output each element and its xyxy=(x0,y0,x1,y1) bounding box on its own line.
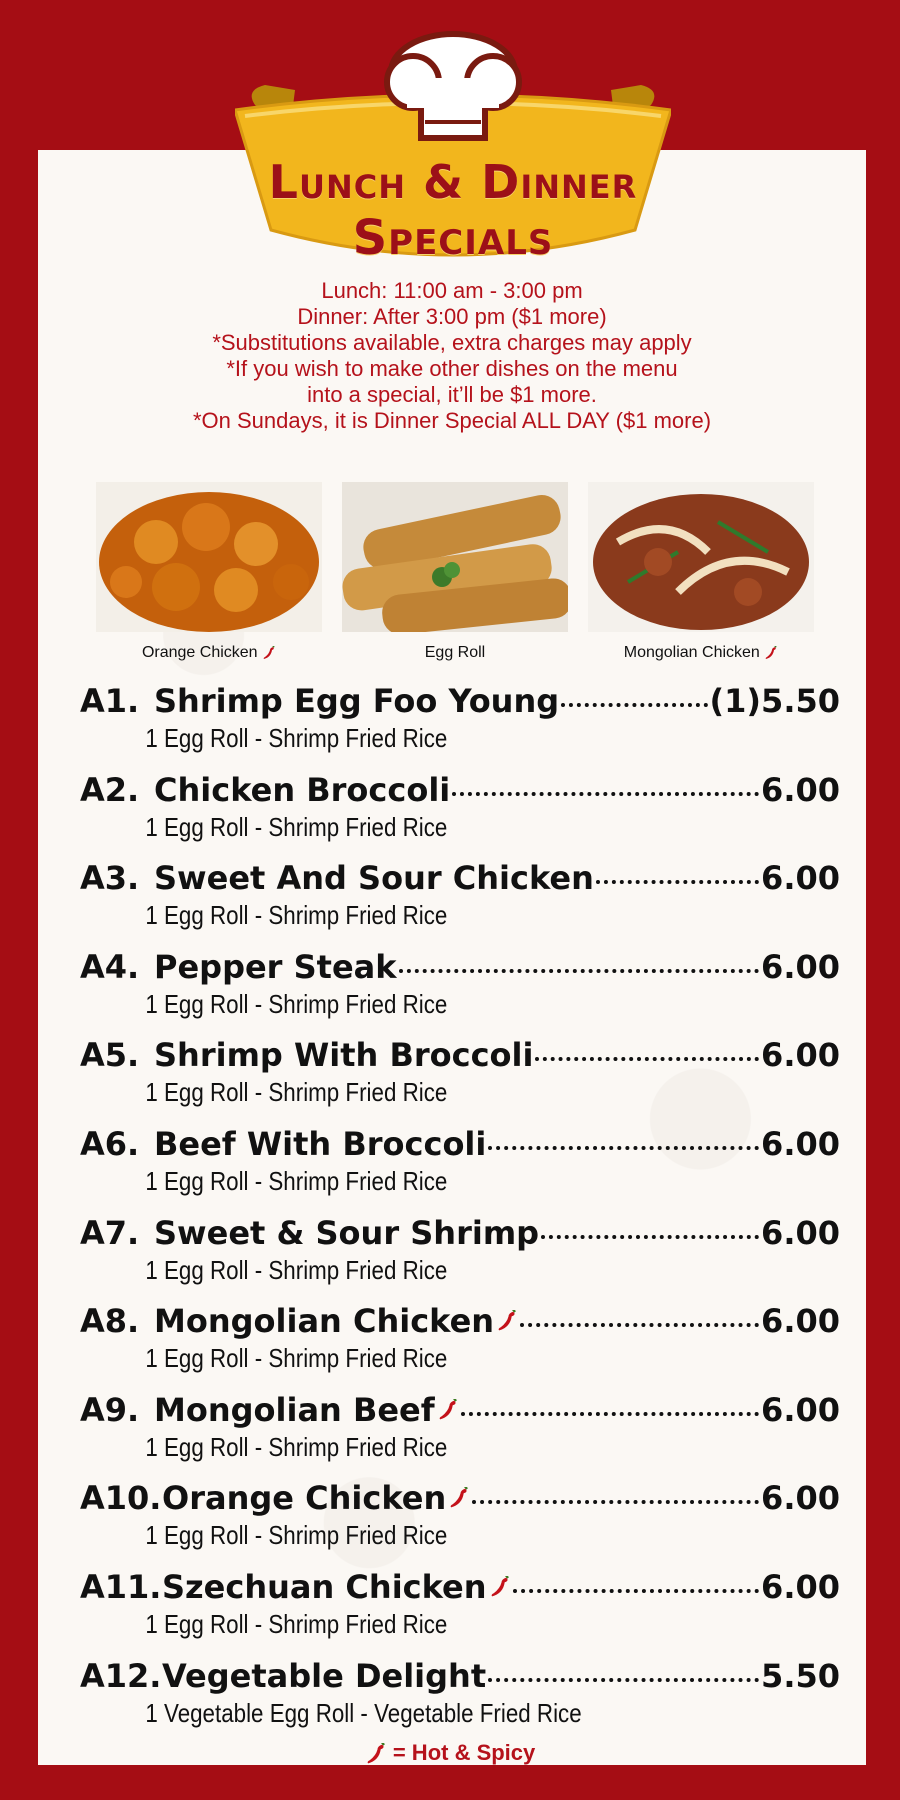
menu-item-row xyxy=(80,1034,840,1076)
info-line: into a special, it’ll be $1 more. xyxy=(307,382,597,407)
menu-item xyxy=(80,680,840,769)
leader-dots xyxy=(488,1678,759,1682)
item-sides: 1 Egg Roll - Shrimp Fried Rice xyxy=(145,1165,448,1196)
leader-dots xyxy=(513,1589,760,1593)
item-price: 6.00 xyxy=(761,1213,840,1252)
item-sides: 1 Egg Roll - Shrimp Fried Rice xyxy=(145,1431,448,1462)
item-code: A7. xyxy=(80,1213,140,1252)
item-code: A10. xyxy=(80,1479,162,1518)
leader-dots xyxy=(541,1235,759,1239)
item-sides: 1 Egg Roll - Shrimp Fried Rice xyxy=(145,1520,448,1551)
item-sides: 1 Egg Roll - Shrimp Fried Rice xyxy=(145,1608,448,1639)
menu-item-row xyxy=(80,769,840,811)
menu-item-row xyxy=(80,1212,840,1254)
chili-pepper-icon xyxy=(496,1310,518,1332)
info-line: *Substitutions available, extra charges may apply xyxy=(212,330,692,355)
item-price: 6.00 xyxy=(761,1567,840,1606)
item-name: Beef With Broccoli xyxy=(154,1124,487,1163)
item-name: Chicken Broccoli xyxy=(154,770,451,809)
mongolian-chicken-photo xyxy=(588,482,814,632)
hours-info xyxy=(38,278,866,434)
item-price: 6.00 xyxy=(761,1302,840,1341)
chili-pepper-icon xyxy=(489,1576,511,1598)
item-price: 6.00 xyxy=(761,1036,840,1075)
menu-item xyxy=(80,769,840,858)
item-sides: 1 Egg Roll - Shrimp Fried Rice xyxy=(145,1077,448,1108)
leader-dots xyxy=(399,969,760,973)
leader-dots xyxy=(596,880,759,884)
item-sides: 1 Egg Roll - Shrimp Fried Rice xyxy=(145,900,448,931)
info-line: Dinner: After 3:00 pm ($1 more) xyxy=(297,304,607,329)
leader-dots xyxy=(461,1412,759,1416)
menu-item xyxy=(80,1300,840,1389)
item-price: 6.00 xyxy=(761,859,840,898)
item-price: (1)5.50 xyxy=(709,682,840,720)
header-banner xyxy=(235,20,671,270)
photo-caption-orange-chicken: Orange Chicken xyxy=(89,644,329,662)
menu-item xyxy=(80,1477,840,1566)
item-code: A12. xyxy=(80,1656,162,1695)
chili-pepper-icon xyxy=(764,646,778,660)
item-name: Mongolian Beef xyxy=(154,1390,435,1429)
chili-pepper-icon xyxy=(262,646,276,660)
item-name: Sweet And Sour Chicken xyxy=(154,859,594,898)
chili-pepper-icon xyxy=(448,1487,470,1509)
item-code: A4. xyxy=(80,947,140,986)
item-price: 6.00 xyxy=(761,1479,840,1518)
egg-roll-photo xyxy=(342,482,568,632)
chili-pepper-icon xyxy=(437,1399,459,1421)
leader-dots xyxy=(520,1323,759,1327)
item-name: Sweet & Sour Shrimp xyxy=(154,1213,540,1252)
banner-title-line1: Lunch & Dinner xyxy=(268,155,638,209)
menu-item xyxy=(80,1034,840,1123)
item-sides: 1 Egg Roll - Shrimp Fried Rice xyxy=(145,988,448,1019)
menu-item-row xyxy=(80,680,840,722)
item-name: Szechuan Chicken xyxy=(162,1567,487,1606)
leader-dots xyxy=(488,1146,759,1150)
menu-item xyxy=(80,1655,840,1744)
menu-item-row xyxy=(80,857,840,899)
leader-dots xyxy=(561,703,707,707)
photo-caption-egg-roll: Egg Roll xyxy=(424,644,486,661)
menu-item-row xyxy=(80,1655,840,1697)
menu-item xyxy=(80,1212,840,1301)
item-name: Orange Chicken xyxy=(162,1479,447,1518)
info-line: *On Sundays, it is Dinner Special ALL DAY ($1 more) xyxy=(192,408,712,433)
photo-caption-mongolian-chicken: Mongolian Chicken xyxy=(581,644,821,662)
item-price: 6.00 xyxy=(761,1390,840,1429)
orange-chicken-photo xyxy=(96,482,322,632)
item-code: A5. xyxy=(80,1036,140,1075)
item-sides: 1 Vegetable Egg Roll - Vegetable Fried Rice xyxy=(145,1697,582,1728)
item-code: A3. xyxy=(80,859,140,898)
item-name: Vegetable Delight xyxy=(162,1656,487,1695)
menu-item-row xyxy=(80,1389,840,1431)
item-name: Mongolian Chicken xyxy=(154,1302,495,1341)
item-code: A6. xyxy=(80,1124,140,1163)
item-sides: 1 Egg Roll - Shrimp Fried Rice xyxy=(145,811,448,842)
menu-item-row xyxy=(80,1123,840,1165)
info-line: *If you wish to make other dishes on the menu xyxy=(226,356,678,381)
item-sides: 1 Egg Roll - Shrimp Fried Rice xyxy=(145,1343,448,1374)
menu-item-row xyxy=(80,1477,840,1519)
spicy-legend xyxy=(0,1740,900,1766)
leader-dots xyxy=(535,1057,759,1061)
item-name: Shrimp Egg Foo Young xyxy=(154,682,560,720)
item-name: Pepper Steak xyxy=(154,947,397,986)
menu-item xyxy=(80,1123,840,1212)
item-code: A1. xyxy=(80,682,140,720)
specials-menu xyxy=(80,680,840,1743)
menu-item-row xyxy=(80,946,840,988)
item-code: A9. xyxy=(80,1390,140,1429)
item-price: 5.50 xyxy=(761,1656,840,1695)
item-sides: 1 Egg Roll - Shrimp Fried Rice xyxy=(145,723,448,753)
banner-title-line2: Specials xyxy=(352,210,554,266)
chili-pepper-icon xyxy=(365,1743,387,1765)
item-code: A2. xyxy=(80,770,140,809)
info-line: Lunch: 11:00 am - 3:00 pm xyxy=(321,278,583,303)
menu-item-row xyxy=(80,1566,840,1608)
item-price: 6.00 xyxy=(761,770,840,809)
menu-item xyxy=(80,1566,840,1655)
item-code: A8. xyxy=(80,1302,140,1341)
item-name: Shrimp With Broccoli xyxy=(154,1036,534,1075)
leader-dots xyxy=(452,792,759,796)
food-photos xyxy=(96,482,816,662)
leader-dots xyxy=(472,1500,759,1504)
menu-item-row xyxy=(80,1300,840,1342)
menu-item xyxy=(80,946,840,1035)
legend-text: = Hot & Spicy xyxy=(392,1740,536,1765)
menu-item xyxy=(80,857,840,946)
menu-item xyxy=(80,1389,840,1478)
item-price: 6.00 xyxy=(761,1124,840,1163)
item-price: 6.00 xyxy=(761,947,840,986)
item-code: A11. xyxy=(80,1567,162,1606)
item-sides: 1 Egg Roll - Shrimp Fried Rice xyxy=(145,1254,448,1285)
